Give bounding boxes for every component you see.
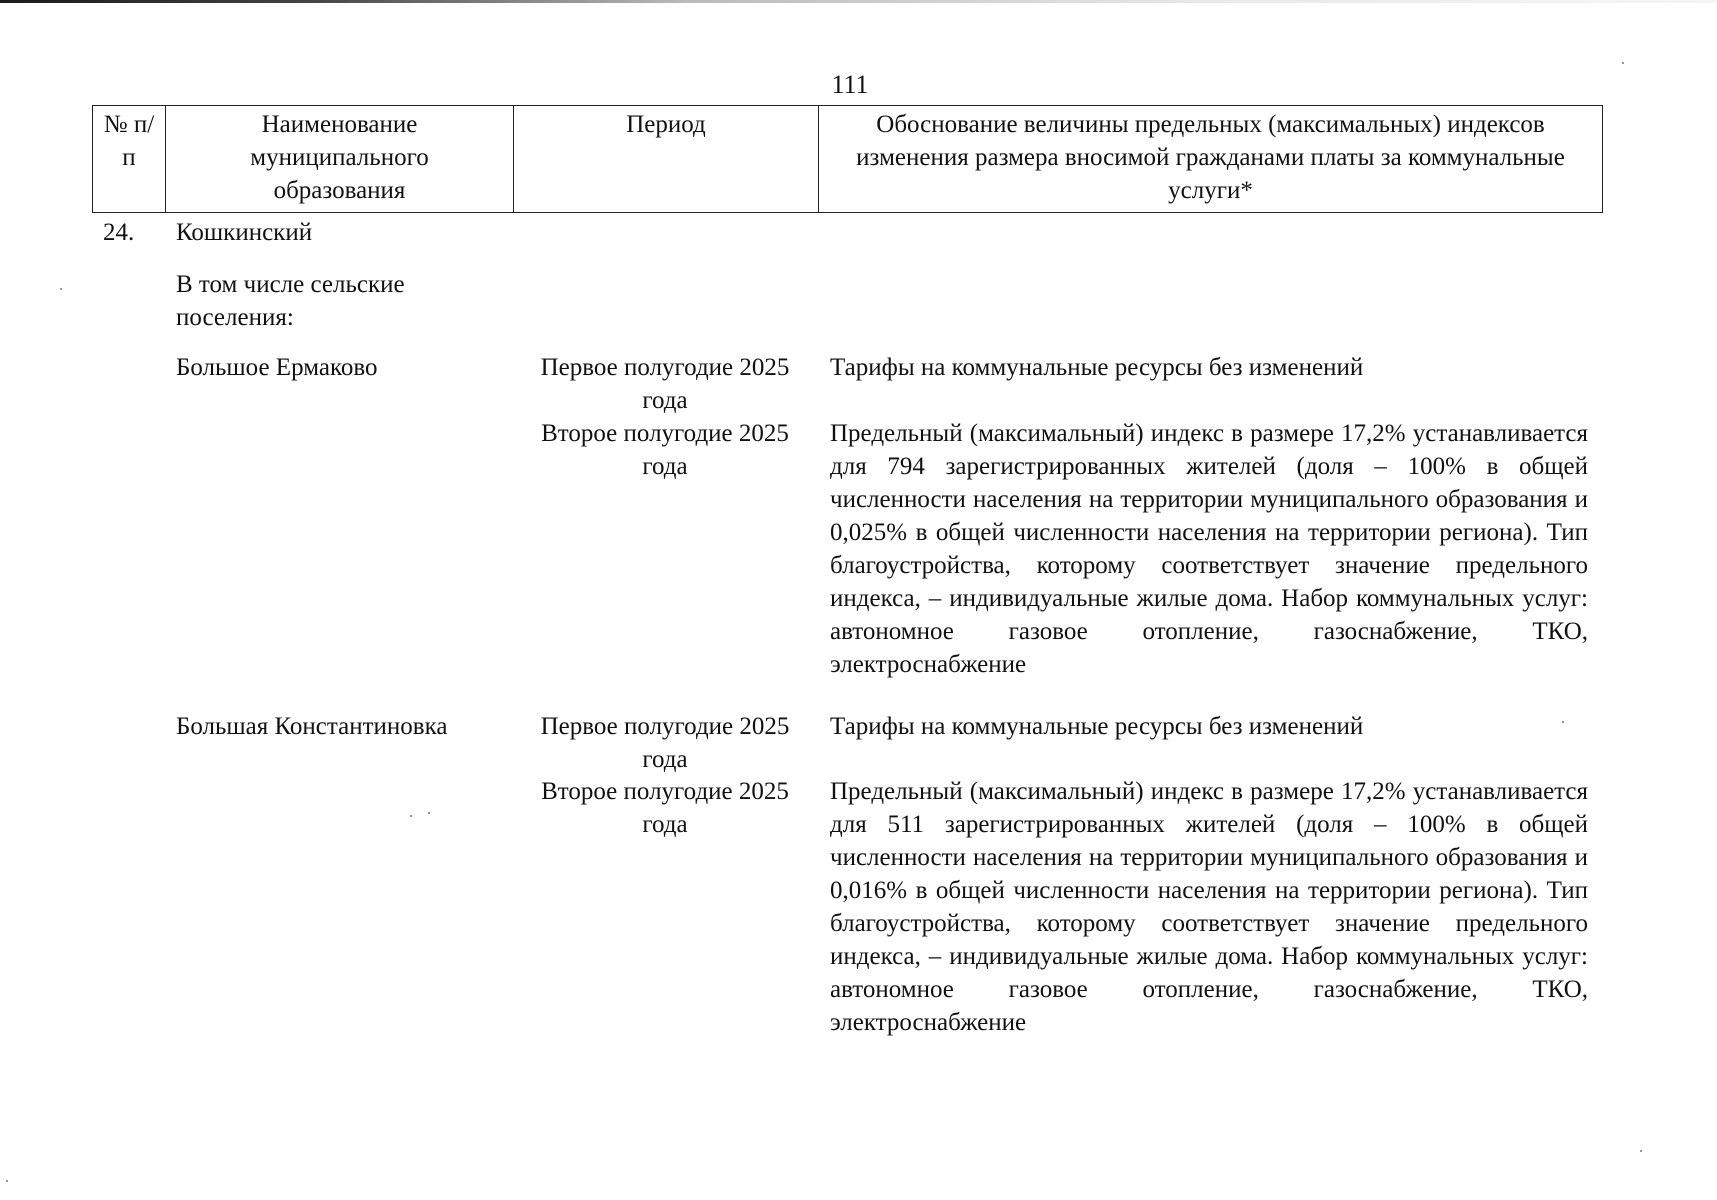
basis-text: Предельный (максимальный) индекс в размере 17,2% устанавливается для 794 зарегистрированных жителей (доля – 100% в общей численности населения на территории муниципального образования и 0,025% в общей численности населения на территории региона). Тип благоустройства, которому соответствует значение предельного индекса, – индивидуальные жилые дома. Набор коммунальных услуг: автономное газовое отопление, газоснабжение, ТКО, электроснабжение — [830, 420, 1588, 678]
basis-text: Тарифы на коммунальные ресурсы без изменений — [830, 713, 1364, 740]
scan-speck — [410, 815, 412, 817]
settlement-name: Большая Константиновка — [176, 713, 448, 740]
period-label: Первое полугодие 2025 года — [540, 354, 790, 414]
scan-speck — [1640, 1150, 1642, 1152]
header-col-number-label: № п/п — [103, 111, 155, 171]
scan-speck — [1622, 62, 1624, 64]
header-col-period — [514, 106, 819, 213]
period-label: Первое полугодие 2025 года — [540, 713, 790, 773]
header-col-name — [166, 106, 514, 213]
scan-edge — [0, 0, 1717, 3]
header-col-number — [93, 106, 166, 213]
municipality-name: Кошкинский — [176, 219, 313, 246]
header-col-basis-label: Обоснование величины предельных (максимальных) индексов изменения размера вносимой гражданами платы за коммунальные услуги* — [856, 111, 1565, 204]
header-col-name-label: Наименование муниципального образования — [250, 111, 429, 204]
basis-text: Тарифы на коммунальные ресурсы без изменений — [830, 354, 1364, 381]
page-number: 111 — [831, 70, 869, 99]
table-header — [92, 105, 1603, 213]
period-label: Второе полугодие 2025 года — [541, 420, 789, 480]
scan-speck — [1562, 721, 1564, 723]
scan-speck — [428, 812, 430, 814]
entry-number: 24. — [103, 219, 135, 246]
scan-speck — [60, 288, 62, 290]
settlement-name: Большое Ермаково — [176, 354, 378, 381]
basis-text: Предельный (максимальный) индекс в размере 17,2% устанавливается для 511 зарегистрированных жителей (доля – 100% в общей численности населения на территории муниципального образования и 0,016% в общей численности населения на территории региона). Тип благоустройства, которому соответствует значение предельного индекса, – индивидуальные жилые дома. Набор коммунальных услуг: автономное газовое отопление, газоснабжение, ТКО, электроснабжение — [830, 778, 1588, 1036]
header-col-basis — [819, 106, 1603, 213]
header-col-period-label: Период — [626, 111, 706, 138]
period-label: Второе полугодие 2025 года — [541, 778, 789, 838]
scan-speck — [6, 1180, 8, 1182]
table-header-row — [93, 106, 1603, 213]
settlements-subheading: В том числе сельские поселения: — [176, 271, 405, 331]
